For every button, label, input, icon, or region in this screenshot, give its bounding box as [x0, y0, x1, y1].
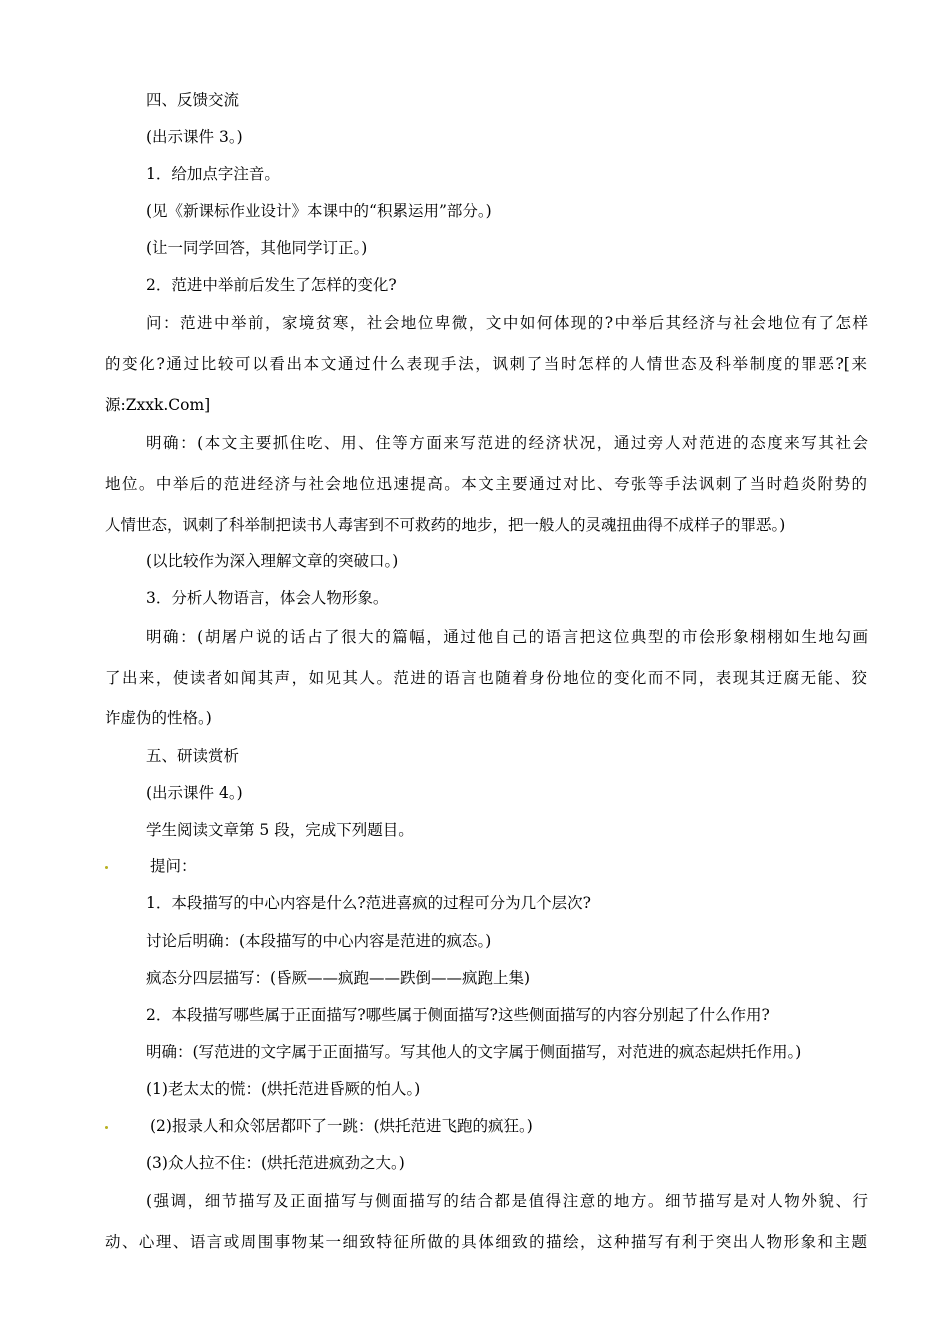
question-1-note: (见《新课标作业设计》本课中的“积累运用”部分。): [146, 202, 492, 220]
question-2-ask-line-1: 问：范进中举前，家境贫寒，社会地位卑微，文中如何体现的?中举后其经济与社会地位有了怎样: [146, 314, 868, 332]
question-3-answer-line-1: 明确：(胡屠户说的话占了很大的篇幅，通过他自己的语言把这位典型的市侩形象栩栩如生地勾画: [146, 628, 868, 646]
section-4-heading: 四、反馈交流: [146, 91, 240, 109]
marker-dot: [105, 1126, 108, 1129]
section-5-heading: 五、研读赏析: [146, 747, 240, 765]
question-2-ask-line-3: 源:Zxxk.Com]: [105, 396, 211, 414]
question-2-note: (以比较作为深入理解文章的突破口。): [146, 552, 399, 570]
reading-task: 学生阅读文章第 5 段，完成下列题目。: [146, 821, 414, 839]
courseware-note-2: (出示课件 4。): [146, 784, 243, 802]
question-2-ask-line-2: 的变化?通过比较可以看出本文通过什么表现手法，讽刺了当时怎样的人情世态及科举制度的罪恶?[来: [105, 355, 867, 373]
question-1-method: (让一同学回答，其他同学订正。): [146, 239, 368, 257]
section-5-question-2-item-1: (1)老太太的慌：(烘托范进昏厥的怕人。): [146, 1080, 421, 1098]
question-3-answer-line-3: 诈虚伪的性格。): [105, 709, 212, 727]
emphasis-line-1: (强调，细节描写及正面描写与侧面描写的结合都是值得注意的地方。细节描写是对人物外貌、行: [146, 1192, 868, 1210]
question-1: 1．给加点字注音。: [146, 165, 280, 183]
question-3: 3．分析人物语言，体会人物形象。: [146, 589, 389, 607]
prompt-label: 提问：: [150, 857, 197, 875]
question-2-answer-line-3: 人情世态，讽刺了科举制把读书人毒害到不可救药的地步，把一般人的灵魂扭曲得不成样子的罪恶。): [105, 516, 786, 534]
section-5-question-2-answer: 明确：(写范进的文字属于正面描写。写其他人的文字属于侧面描写，对范进的疯态起烘托作用。): [146, 1043, 802, 1061]
marker-dot: [105, 866, 108, 869]
question-2: 2．范进中举前后发生了怎样的变化?: [146, 276, 397, 294]
courseware-note: (出示课件 3。): [146, 128, 243, 146]
question-3-answer-line-2: 了出来，使读者如闻其声，如见其人。范进的语言也随着身份地位的变化而不同，表现其迂腐无能、狡: [105, 669, 867, 687]
question-2-answer-line-2: 地位。中举后的范进经济与社会地位迅速提高。本文主要通过对比、夸张等手法讽刺了当时趋炎附势的: [105, 475, 867, 493]
section-5-question-1-answer: 讨论后明确：(本段描写的中心内容是范进的疯态。): [146, 932, 492, 950]
section-5-question-2: 2．本段描写哪些属于正面描写?哪些属于侧面描写?这些侧面描写的内容分别起了什么作用?: [146, 1006, 770, 1024]
section-5-question-1: 1．本段描写的中心内容是什么?范进喜疯的过程可分为几个层次?: [146, 894, 591, 912]
section-5-question-1-layers: 疯态分四层描写：(昏厥——疯跑——跌倒——疯跑上集): [146, 969, 531, 987]
section-5-question-2-item-3: (3)众人拉不住：(烘托范进疯劲之大。): [146, 1154, 405, 1172]
question-2-answer-line-1: 明确：(本文主要抓住吃、用、住等方面来写范进的经济状况，通过旁人对范进的态度来写其社会: [146, 434, 868, 452]
section-5-question-2-item-2: (2)报录人和众邻居都吓了一跳：(烘托范进飞跑的疯狂。): [150, 1117, 533, 1135]
emphasis-line-2: 动、心理、语言或周围事物某一细致特征所做的具体细致的描绘，这种描写有利于突出人物形象和主题: [105, 1233, 867, 1251]
